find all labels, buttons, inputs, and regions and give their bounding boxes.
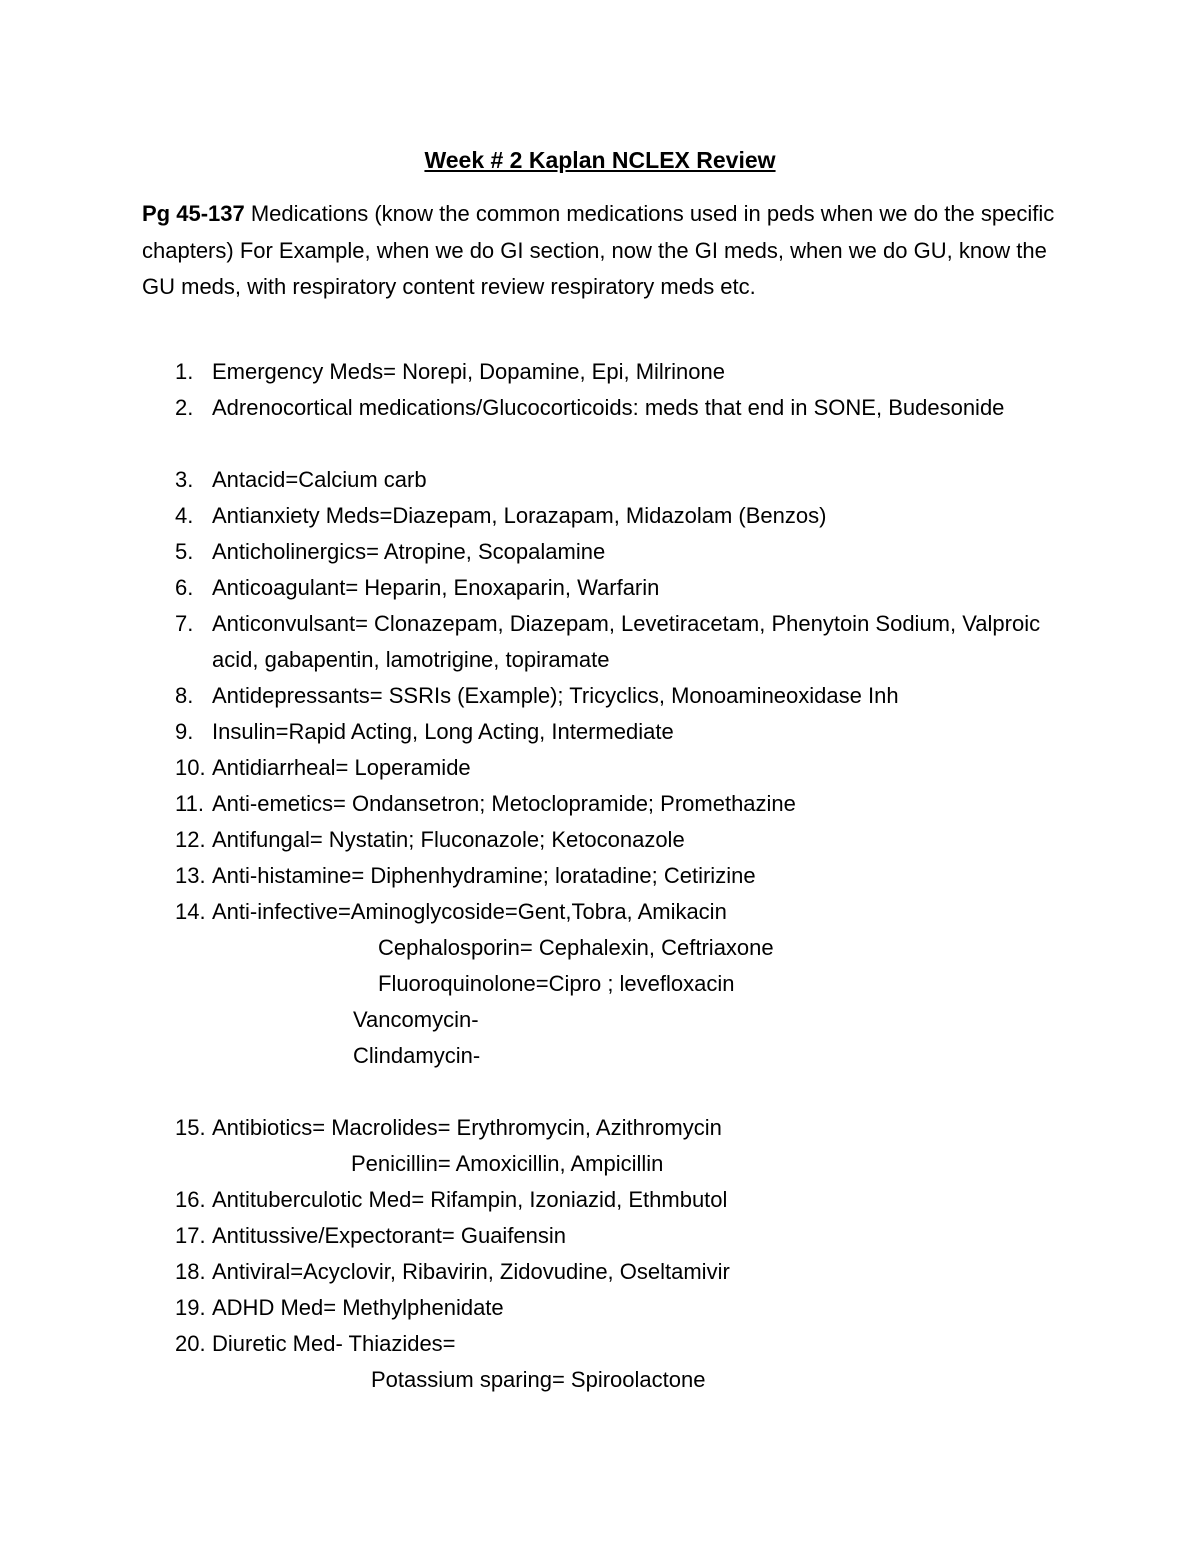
list-number: 13. <box>175 863 206 888</box>
subitem-text: Potassium sparing= Spiroolactone <box>371 1367 706 1392</box>
list-number: 12. <box>175 827 206 852</box>
list-item <box>0 858 1200 894</box>
intro-paragraph <box>142 196 1072 306</box>
subitem-text: Clindamycin- <box>353 1043 481 1068</box>
list-item <box>0 606 1200 678</box>
list-item <box>0 390 1200 462</box>
list-text: Anticoagulant= Heparin, Enoxaparin, Warfarin <box>212 575 660 600</box>
list-subitem <box>0 1038 1200 1074</box>
list-number: 18. <box>175 1259 206 1284</box>
list-item <box>0 498 1200 534</box>
list-text: Emergency Meds= Norepi, Dopamine, Epi, Milrinone <box>212 359 725 384</box>
list-text: Anticholinergics= Atropine, Scopalamine <box>212 539 606 564</box>
list-text: Antibiotics= Macrolides= Erythromycin, Azithromycin <box>212 1115 722 1140</box>
list-number: 9. <box>175 719 194 744</box>
list-item <box>0 534 1200 570</box>
list-number: 16. <box>175 1187 206 1212</box>
list-item <box>0 1110 1200 1146</box>
list-number: 10. <box>175 755 206 780</box>
list-item <box>0 822 1200 858</box>
list-text: Antituberculotic Med= Rifampin, Izoniazid, Ethmbutol <box>212 1187 728 1212</box>
list-text: Adrenocortical medications/Glucocorticoids: meds that end in SONE, Budesonide <box>212 395 1005 420</box>
subitem-text: Fluoroquinolone=Cipro ; levefloxacin <box>378 971 735 996</box>
list-number: 1. <box>175 359 194 384</box>
list-text: Antianxiety Meds=Diazepam, Lorazapam, Midazolam (Benzos) <box>212 503 827 528</box>
list-number: 20. <box>175 1331 206 1356</box>
list-item <box>0 570 1200 606</box>
list-text: Antifungal= Nystatin; Fluconazole; Ketoconazole <box>212 827 685 852</box>
list-item <box>0 786 1200 822</box>
list-text: Anticonvulsant= Clonazepam, Diazepam, Levetiracetam, Phenytoin Sodium, Valproic acid, gabapentin, lamotrigine, topiramate <box>212 611 1041 672</box>
list-text: Anti-infective=Aminoglycoside=Gent,Tobra, Amikacin <box>212 899 727 924</box>
list-number: 11. <box>175 791 204 816</box>
list-subitem <box>0 1002 1200 1038</box>
list-number: 7. <box>175 611 194 636</box>
list-number: 8. <box>175 683 194 708</box>
intro-text: Medications (know the common medications used in peds when we do the specific chapters) For Example, when we do GI section, now the GI meds, when we do GU, know the GU meds, with respiratory content review respiratory meds etc. <box>142 201 1055 299</box>
list-number: 17. <box>175 1223 206 1248</box>
list-text: Antitussive/Expectorant= Guaifensin <box>212 1223 567 1248</box>
list-number: 4. <box>175 503 194 528</box>
list-item <box>0 1218 1200 1254</box>
list-number: 2. <box>175 395 194 420</box>
document-title: Week # 2 Kaplan NCLEX Review <box>424 147 776 173</box>
list-text: ADHD Med= Methylphenidate <box>212 1295 504 1320</box>
list-number: 15. <box>175 1115 206 1140</box>
list-item <box>0 678 1200 714</box>
list-text: Antiviral=Acyclovir, Ribavirin, Zidovudine, Oseltamivir <box>212 1259 730 1284</box>
list-number: 5. <box>175 539 194 564</box>
list-text: Antidepressants= SSRIs (Example); Tricyclics, Monoamineoxidase Inh <box>212 683 899 708</box>
list-text: Insulin=Rapid Acting, Long Acting, Intermediate <box>212 719 674 744</box>
list-subitem <box>0 930 1200 966</box>
list-number: 3. <box>175 467 194 492</box>
list-number: 19. <box>175 1295 206 1320</box>
list-item <box>0 714 1200 750</box>
blank-line <box>0 1074 1200 1110</box>
list-text: Antacid=Calcium carb <box>212 467 427 492</box>
list-item <box>0 1182 1200 1218</box>
list-text: Anti-histamine= Diphenhydramine; loratadine; Cetirizine <box>212 863 756 888</box>
subitem-text: Vancomycin- <box>353 1007 479 1032</box>
list-number: 14. <box>175 899 206 924</box>
list-text: Diuretic Med- Thiazides= <box>212 1331 456 1356</box>
list-item <box>0 462 1200 498</box>
list-item <box>0 1290 1200 1326</box>
list-item <box>0 354 1200 390</box>
medication-list <box>0 354 1200 1398</box>
list-text: Anti-emetics= Ondansetron; Metoclopramide; Promethazine <box>212 791 796 816</box>
list-item <box>0 750 1200 786</box>
list-subitem <box>0 1362 1200 1398</box>
subitem-text: Cephalosporin= Cephalexin, Ceftriaxone <box>378 935 774 960</box>
list-item <box>0 1254 1200 1290</box>
list-item <box>0 894 1200 930</box>
subitem-text: Penicillin= Amoxicillin, Ampicillin <box>351 1151 664 1176</box>
list-item <box>0 1326 1200 1362</box>
list-subitem <box>0 966 1200 1002</box>
intro-page-range: Pg 45-137 <box>142 201 245 226</box>
list-number: 6. <box>175 575 194 600</box>
list-subitem <box>0 1146 1200 1182</box>
list-text: Antidiarrheal= Loperamide <box>212 755 471 780</box>
